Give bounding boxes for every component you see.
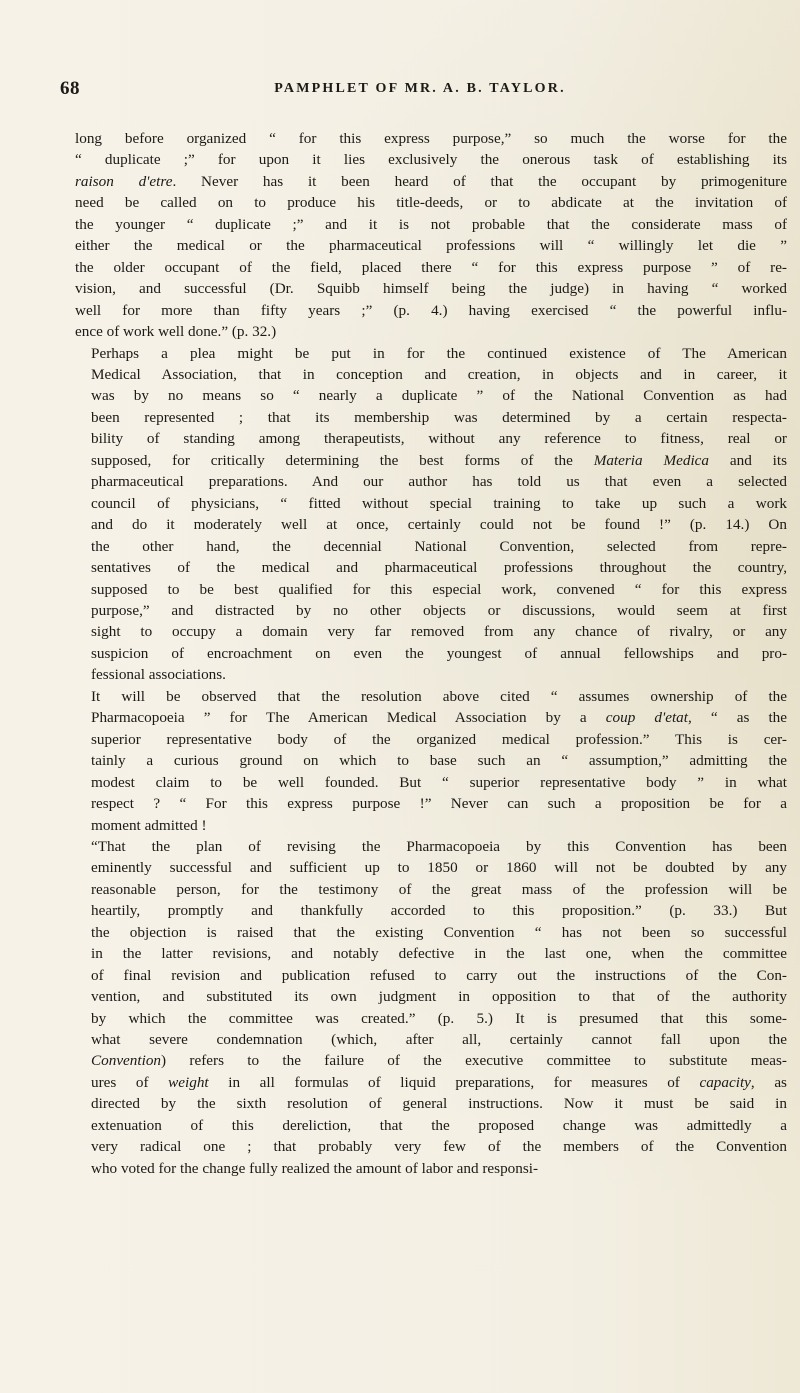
text-line: supposed to be best qualified for this especial work, convened “ for this express [91, 580, 787, 598]
text-line: tainly a curious ground on which to base such an “ assumption,” admitting the [91, 752, 787, 770]
text-line: extenuation of this dereliction, that the proposed change was admittedly a [91, 1116, 787, 1134]
text-line: fessional associations. [91, 666, 226, 684]
paragraph [75, 686, 787, 836]
text-line: well for more than fifty years ;” (p. 4.) having exercised “ the powerful influ- [75, 301, 787, 319]
text-line: the younger “ duplicate ;” and it is not probable that the considerate mass of [75, 215, 787, 233]
text-line: the older occupant of the field, placed there “ for this express purpose ” of re- [75, 258, 787, 276]
text-line: “That the plan of revising the Pharmacopoeia by this Convention has been [91, 837, 787, 855]
text-line: very radical one ; that probably very few of the members of the Convention [91, 1138, 787, 1156]
text-line: either the medical or the pharmaceutical professions will “ willingly let die ” [75, 237, 787, 255]
paragraph [75, 128, 787, 343]
text-line: been represented ; that its membership was determined by a certain respecta- [91, 408, 787, 426]
text-line: need be called on to produce his title-deeds, or to abdicate at the invitation of [75, 194, 787, 212]
text-line: raison d'etre. Never has it been heard of that the occupant by primogeniture [75, 172, 787, 190]
text-line: vision, and successful (Dr. Squibb himself being the judge) in having “ worked [75, 280, 787, 298]
text-line: Pharmacopoeia ” for The American Medical Association by a coup d'etat, “ as the [91, 709, 787, 727]
text-line: reasonable person, for the testimony of the great mass of the profession will be [91, 880, 787, 898]
page-number: 68 [60, 78, 80, 99]
paragraph [75, 343, 787, 686]
paragraph [75, 836, 787, 1179]
text-line: directed by the sixth resolution of general instructions. Now it must be said in [91, 1095, 787, 1113]
running-title: PAMPHLET OF MR. A. B. TAYLOR. [274, 81, 566, 96]
text-line: supposed, for critically determining the best forms of the Materia Medica and its [91, 451, 787, 469]
text-line: heartily, promptly and thankfully accorded to this proposition.” (p. 33.) But [91, 902, 787, 920]
text-line: bility of standing among therapeutists, without any reference to fitness, real or [91, 430, 787, 448]
text-line: pharmaceutical preparations. And our author has told us that even a selected [91, 473, 787, 491]
text-line: long before organized “ for this express purpose,” so much the worse for the [75, 130, 787, 147]
text-line: purpose,” and distracted by no other objects or discussions, would seem at first [91, 601, 787, 619]
text-line: in the latter revisions, and notably defective in the last one, when the committee [91, 945, 787, 963]
text-line: “ duplicate ;” for upon it lies exclusively the onerous task of establishing its [75, 151, 787, 169]
text-line: Perhaps a plea might be put in for the continued existence of The American [91, 344, 787, 362]
text-line: Medical Association, that in conception and creation, in objects and in career, it [91, 365, 787, 383]
text-line: sight to occupy a domain very far removed from any chance of rivalry, or any [91, 623, 787, 641]
text-line: and do it moderately well at once, certainly could not be found !” (p. 14.) On [91, 516, 787, 534]
text-line: the objection is raised that the existing Convention “ has not been so successful [91, 923, 787, 941]
text-line: It will be observed that the resolution above cited “ assumes ownership of the [91, 687, 787, 705]
text-line: Convention) refers to the failure of the executive committee to substitute meas- [91, 1052, 787, 1070]
text-line: superior representative body of the organized medical profession.” This is cer- [91, 730, 787, 748]
text-line: respect ? “ For this express purpose !” Never can such a proposition be for a [91, 795, 787, 813]
text-line: ures of weight in all formulas of liquid preparations, for measures of capacity, as [91, 1073, 787, 1091]
text-line: of final revision and publication refused to carry out the instructions of the Con- [91, 966, 787, 984]
text-line: was by no means so “ nearly a duplicate ” of the National Convention as had [91, 387, 787, 405]
body-text [75, 128, 787, 1179]
text-line: who voted for the change fully realized the amount of labor and responsi- [91, 1159, 539, 1177]
text-line: the other hand, the decennial National Convention, selected from repre- [91, 537, 787, 555]
text-line: council of physicians, “ fitted without special training to take up such a work [91, 494, 787, 512]
text-line: vention, and substituted its own judgment in opposition to that of the authority [91, 988, 787, 1006]
text-line: ence of work well done.” (p. 32.) [75, 323, 277, 341]
text-line: suspicion of encroachment on even the youngest of annual fellowships and pro- [91, 644, 787, 662]
text-line: what severe condemnation (which, after all, certainly cannot fall upon the [91, 1031, 787, 1049]
text-line: by which the committee was created.” (p. 5.) It is presumed that this some- [91, 1009, 787, 1027]
text-line: eminently successful and sufficient up to 1850 or 1860 will not be doubted by any [91, 859, 787, 877]
running-head [60, 78, 780, 102]
text-line: sentatives of the medical and pharmaceutical professions throughout the country, [91, 559, 787, 577]
text-line: modest claim to be well founded. But “ superior representative body ” in what [91, 773, 787, 791]
text-line: moment admitted ! [91, 816, 207, 834]
